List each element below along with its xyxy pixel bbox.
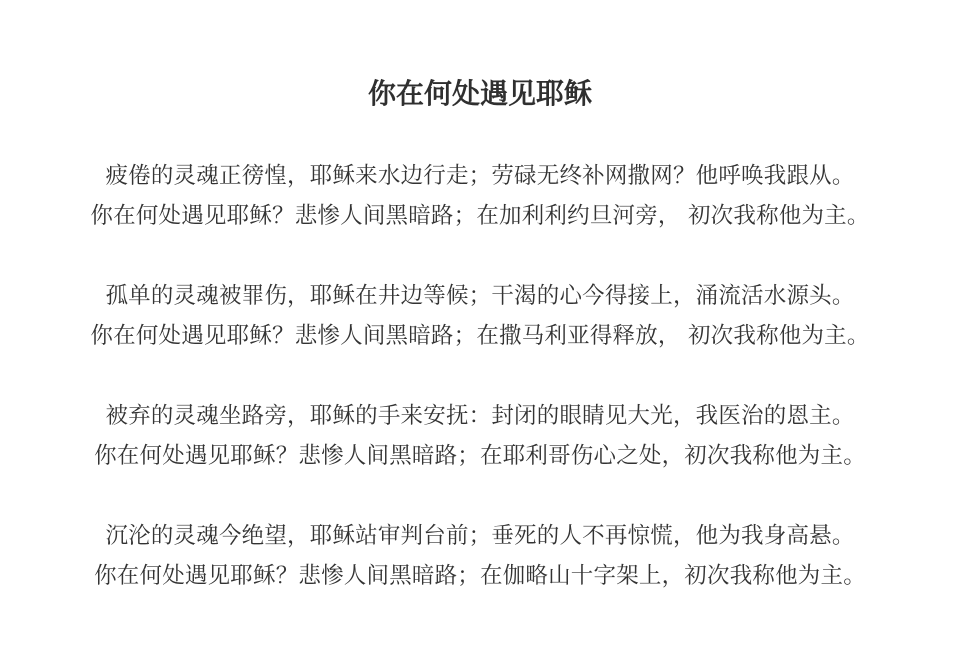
stanza-refrain-line: 你在何处遇见耶稣？悲惨人间黑暗路；在撒马利亚得释放， 初次我称他为主。 <box>90 323 870 349</box>
stanza-3 <box>0 396 960 476</box>
lyrics-body <box>0 156 960 636</box>
stanza-refrain-line: 你在何处遇见耶稣？悲惨人间黑暗路；在耶利哥伤心之处，初次我称他为主。 <box>94 443 866 469</box>
stanza-2 <box>0 276 960 356</box>
stanza-4 <box>0 516 960 596</box>
stanza-refrain-line: 你在何处遇见耶稣？悲惨人间黑暗路；在伽略山十字架上，初次我称他为主。 <box>94 563 866 589</box>
stanza-1 <box>0 156 960 236</box>
stanza-line: 疲倦的灵魂正徬惶，耶稣来水边行走；劳碌无终补网撒网？他呼唤我跟从。 <box>105 163 855 189</box>
stanza-line: 沉沦的灵魂今绝望，耶稣站审判台前；垂死的人不再惊慌，他为我身高悬。 <box>105 523 855 549</box>
stanza-refrain-line: 你在何处遇见耶稣？悲惨人间黑暗路；在加利利约旦河旁， 初次我称他为主。 <box>90 203 870 229</box>
stanza-line: 被弃的灵魂坐路旁，耶稣的手来安抚：封闭的眼睛见大光，我医治的恩主。 <box>105 403 855 429</box>
stanza-line: 孤单的灵魂被罪伤，耶稣在井边等候；干渴的心今得接上，涌流活水源头。 <box>105 283 855 309</box>
page-title: 你在何处遇见耶稣 <box>367 77 592 110</box>
